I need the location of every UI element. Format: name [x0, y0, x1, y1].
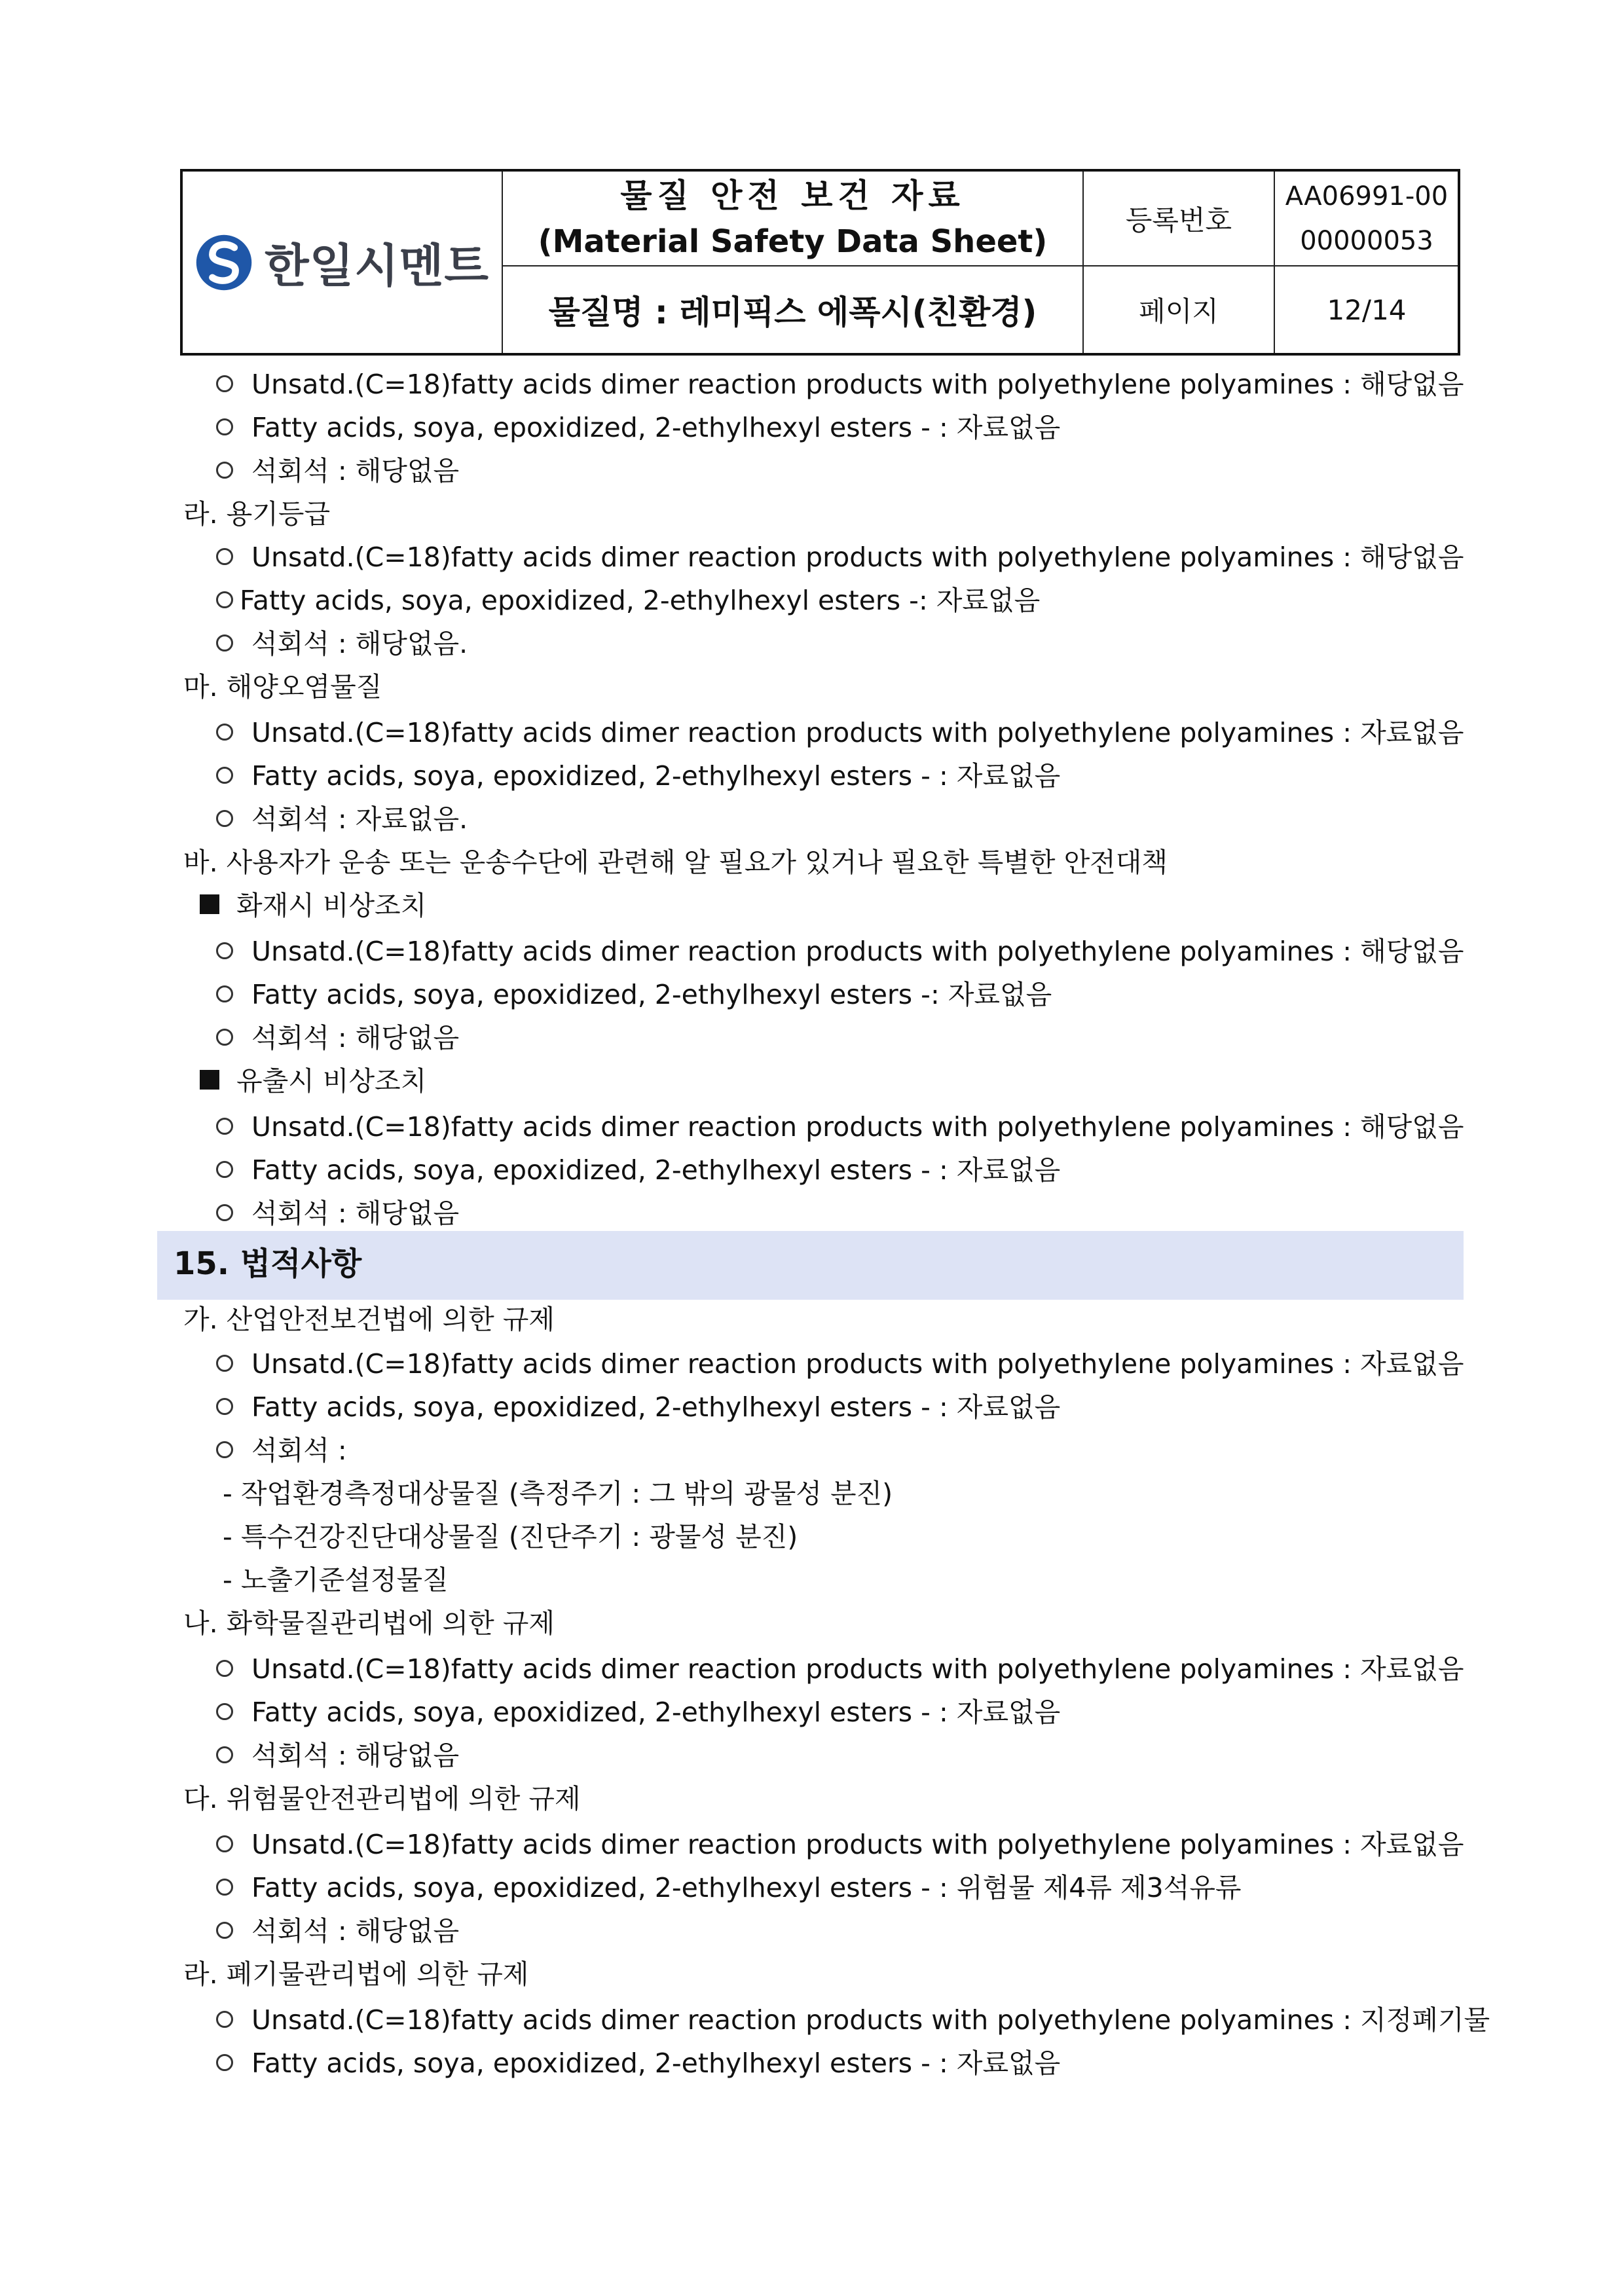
- square-bullet-icon: [200, 1070, 219, 1090]
- company-logo: [183, 172, 502, 353]
- list-item: 석회석 : 해당없음.: [216, 627, 468, 660]
- list-item: Unsatd.(C=18)fatty acids dimer reaction products with polyethylene polyamines : 자료없음: [216, 716, 1464, 749]
- subsection-heading: 다. 위험물안전관리법에 의한 규제: [183, 1783, 581, 1814]
- list-item: Unsatd.(C=18)fatty acids dimer reaction products with polyethylene polyamines : 자료없음: [216, 1653, 1464, 1685]
- registration-number-line2: 00000053: [1300, 225, 1433, 256]
- subsection-heading: 바. 사용자가 운송 또는 운송수단에 관련해 알 필요가 있거나 필요한 특별한 안전대책: [183, 847, 1168, 878]
- header-table: [180, 169, 1460, 356]
- registration-number-line1: AA06991-00: [1285, 181, 1449, 211]
- company-name: 한일시멘트: [264, 239, 490, 293]
- list-item: Unsatd.(C=18)fatty acids dimer reaction products with polyethylene polyamines : 자료없음: [216, 1828, 1464, 1861]
- page-label: 페이지: [1139, 295, 1219, 327]
- list-item: Fatty acids, soya, epoxidized, 2-ethylhexyl esters -: 자료없음: [216, 584, 1040, 617]
- circle-bullet-icon: [216, 1118, 233, 1135]
- group-heading: 화재시 비상조치: [200, 889, 426, 922]
- circle-bullet-icon: [216, 634, 233, 652]
- circle-bullet-icon: [216, 591, 233, 608]
- page-number: 12/14: [1327, 293, 1407, 326]
- circle-bullet-icon: [216, 1879, 233, 1896]
- dash-item: - 특수건강진단대상물질 (진단주기 : 광물성 분진): [223, 1521, 798, 1552]
- list-item: Unsatd.(C=18)fatty acids dimer reaction products with polyethylene polyamines : 지정폐기물: [216, 2004, 1490, 2036]
- section-title: 15. 법적사항: [174, 1245, 362, 1282]
- list-item: Unsatd.(C=18)fatty acids dimer reaction products with polyethylene polyamines : 해당없음: [216, 935, 1464, 968]
- circle-bullet-icon: [216, 418, 233, 435]
- list-item: Unsatd.(C=18)fatty acids dimer reaction products with polyethylene polyamines : 해당없음: [216, 1111, 1464, 1143]
- circle-bullet-icon: [216, 1355, 233, 1372]
- subsection-heading: 나. 화학물질관리법에 의한 규제: [183, 1607, 555, 1639]
- company-s-icon: [195, 234, 253, 291]
- circle-bullet-icon: [216, 1922, 233, 1939]
- circle-bullet-icon: [216, 2011, 233, 2028]
- list-item: Fatty acids, soya, epoxidized, 2-ethylhexyl esters - : 자료없음: [216, 1154, 1060, 1186]
- circle-bullet-icon: [216, 1835, 233, 1852]
- subsection-heading: 라. 폐기물관리법에 의한 규제: [183, 1958, 529, 1990]
- circle-bullet-icon: [216, 1746, 233, 1763]
- circle-bullet-icon: [216, 1703, 233, 1720]
- circle-bullet-icon: [216, 1441, 233, 1458]
- list-item: 석회석 : 자료없음.: [216, 803, 468, 835]
- registration-label: 등록번호: [1125, 204, 1232, 236]
- subsection-heading: 가. 산업안전보건법에 의한 규제: [183, 1304, 555, 1335]
- title-korean: 물질 안전 보건 자료: [620, 176, 965, 215]
- dash-item: - 노출기준설정물질: [223, 1564, 449, 1596]
- square-bullet-icon: [200, 894, 219, 914]
- list-item: 석회석 : 해당없음: [216, 1021, 459, 1054]
- subsection-heading: 라. 용기등급: [183, 498, 331, 530]
- circle-bullet-icon: [216, 462, 233, 479]
- list-item: Fatty acids, soya, epoxidized, 2-ethylhexyl esters - : 자료없음: [216, 1391, 1060, 1423]
- list-item: 석회석 :: [216, 1434, 347, 1467]
- list-item: Fatty acids, soya, epoxidized, 2-ethylhexyl esters - : 자료없음: [216, 1696, 1060, 1729]
- circle-bullet-icon: [216, 1398, 233, 1415]
- registration-number: [1275, 172, 1458, 265]
- circle-bullet-icon: [216, 1660, 233, 1677]
- product-name: 물질명 : 레미픽스 에폭시(친환경): [548, 293, 1037, 331]
- list-item: 석회석 : 해당없음: [216, 454, 459, 487]
- circle-bullet-icon: [216, 942, 233, 959]
- dash-item: - 작업환경측정대상물질 (측정주기 : 그 밖의 광물성 분진): [223, 1478, 893, 1509]
- circle-bullet-icon: [216, 375, 233, 392]
- list-item: Unsatd.(C=18)fatty acids dimer reaction products with polyethylene polyamines : 해당없음: [216, 368, 1464, 401]
- list-item: 석회석 : 해당없음: [216, 1197, 459, 1230]
- document-title: [503, 172, 1082, 265]
- circle-bullet-icon: [216, 548, 233, 565]
- list-item: Unsatd.(C=18)fatty acids dimer reaction products with polyethylene polyamines : 자료없음: [216, 1348, 1464, 1380]
- circle-bullet-icon: [216, 810, 233, 827]
- circle-bullet-icon: [216, 724, 233, 741]
- circle-bullet-icon: [216, 985, 233, 1002]
- circle-bullet-icon: [216, 1204, 233, 1221]
- list-item: Fatty acids, soya, epoxidized, 2-ethylhexyl esters - : 자료없음: [216, 2047, 1060, 2080]
- list-item: Fatty acids, soya, epoxidized, 2-ethylhexyl esters -: 자료없음: [216, 978, 1052, 1011]
- group-heading: 유출시 비상조치: [200, 1065, 426, 1097]
- list-item: Fatty acids, soya, epoxidized, 2-ethylhexyl esters - : 자료없음: [216, 760, 1060, 792]
- list-item: Fatty acids, soya, epoxidized, 2-ethylhexyl esters - : 위험물 제4류 제3석유류: [216, 1871, 1242, 1904]
- circle-bullet-icon: [216, 2054, 233, 2071]
- subsection-heading: 마. 해양오염물질: [183, 671, 382, 703]
- circle-bullet-icon: [216, 1029, 233, 1046]
- list-item: Unsatd.(C=18)fatty acids dimer reaction products with polyethylene polyamines : 해당없음: [216, 541, 1464, 574]
- circle-bullet-icon: [216, 767, 233, 784]
- list-item: 석회석 : 해당없음: [216, 1739, 459, 1772]
- circle-bullet-icon: [216, 1161, 233, 1178]
- list-item: 석회석 : 해당없음: [216, 1915, 459, 1947]
- title-english: (Material Safety Data Sheet): [538, 223, 1048, 260]
- list-item: Fatty acids, soya, epoxidized, 2-ethylhexyl esters - : 자료없음: [216, 411, 1060, 444]
